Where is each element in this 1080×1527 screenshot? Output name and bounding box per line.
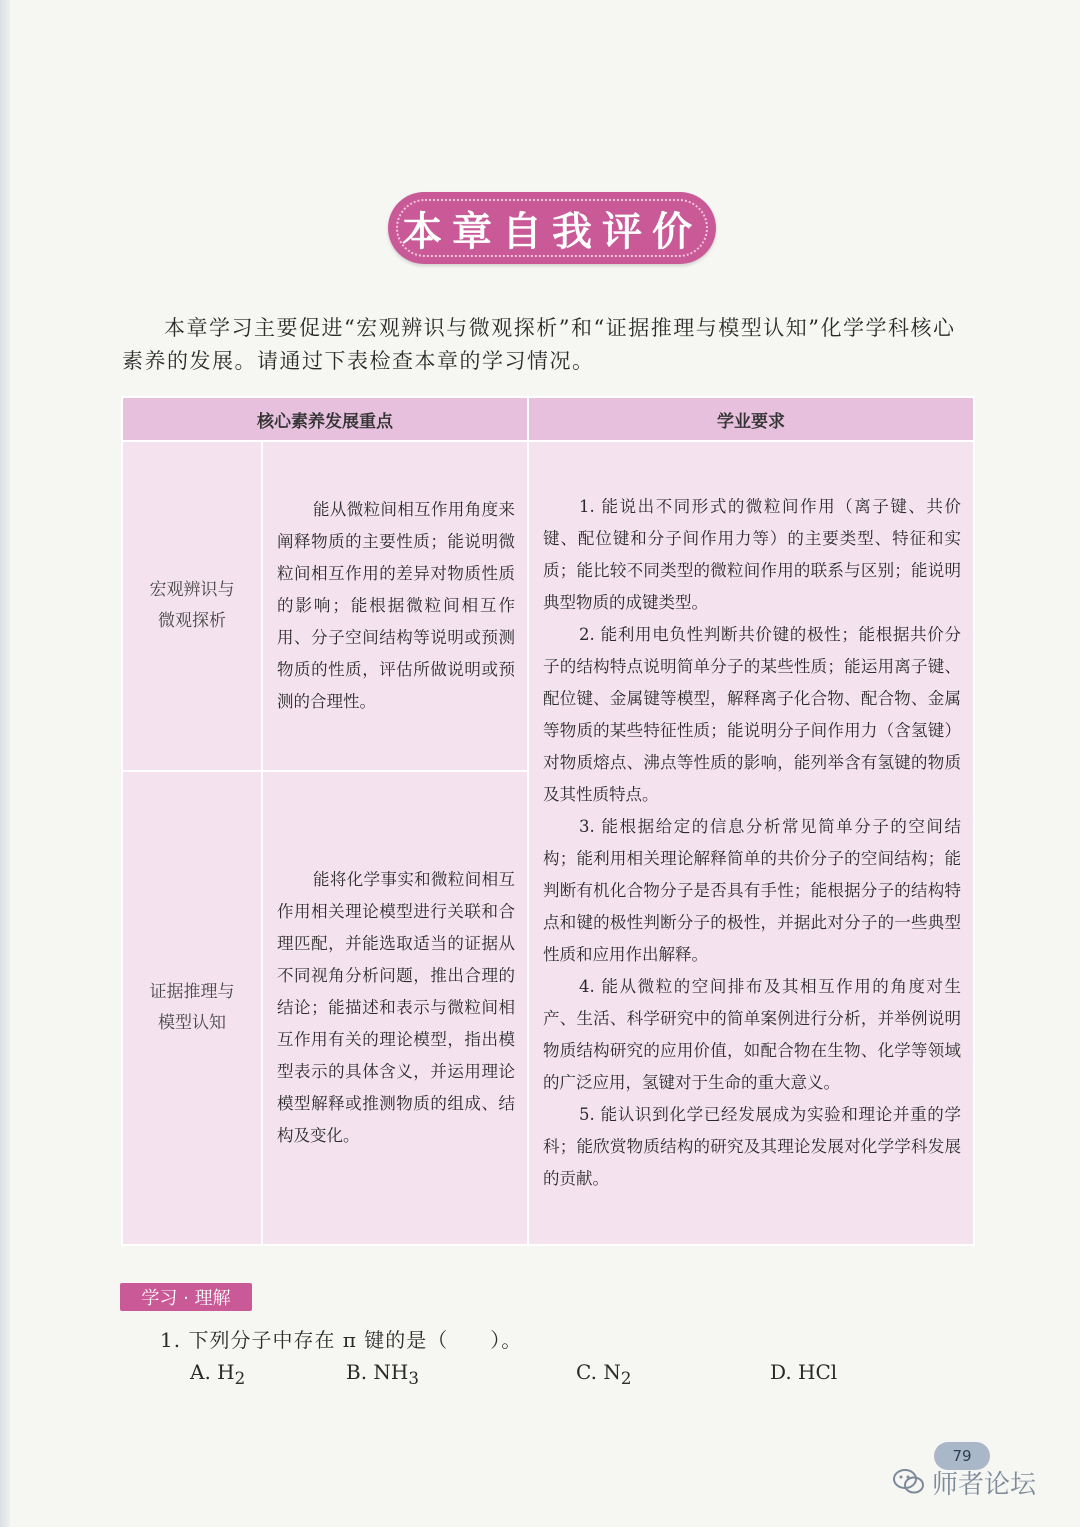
row-description-macro-micro: 能从微粒间相互作用角度来阐释物质的主要性质；能说明微粒间相互作用的差异对物质性质的影响；能根据微粒间相互作用、分子空间结构等说明或预测物质的性质，评估所做说明或预测的合理性。 <box>262 441 528 771</box>
option-formula: H <box>217 1360 235 1384</box>
option-letter: B. <box>346 1360 368 1384</box>
option-subscript: 3 <box>408 1369 419 1388</box>
option-formula: NH <box>373 1360 409 1384</box>
option-c <box>576 1360 631 1388</box>
title-banner-border <box>396 199 708 257</box>
table-row <box>122 441 974 771</box>
option-formula: HCl <box>798 1360 838 1384</box>
option-letter: C. <box>576 1360 597 1384</box>
watermark-text: 师者论坛 <box>932 1469 1037 1500</box>
row-label-macro-micro <box>122 441 262 771</box>
row-description-evidence-model: 能将化学事实和微粒间相互作用相关理论模型进行关联和合理匹配，并能选取适当的证据从不同视角分析问题，推出合理的结论；能描述和表示与微粒间相互作用有关的理论模型，指出模型表示的具体含义，并运用理论模型解释或推测物质的组成、结构及变化。 <box>262 771 528 1245</box>
row-label-line: 证据推理与 <box>149 982 235 1002</box>
page-number: 79 <box>934 1442 990 1470</box>
watermark <box>892 1462 1062 1502</box>
option-letter: D. <box>770 1360 792 1384</box>
header-core-literacy: 核心素养发展重点 <box>122 397 528 441</box>
option-letter: A. <box>190 1360 211 1384</box>
requirement-item: 1. 能说出不同形式的微粒间作用（离子键、共价键、配位键和分子间作用力等）的主要类型、特征和实质；能比较不同类型的微粒间作用的联系与区别；能说明典型物质的成键类型。 <box>543 497 961 612</box>
intro-paragraph: 本章学习主要促进“宏观辨识与微观探析”和“证据推理与模型认知”化学学科核心素养的发展。请通过下表检查本章的学习情况。 <box>122 316 956 373</box>
page-title: 本章自我评价 <box>402 208 702 255</box>
section-tag: 学习 · 理解 <box>120 1283 252 1311</box>
requirements-cell <box>528 441 974 1245</box>
self-evaluation-table <box>121 396 975 1246</box>
option-subscript: 2 <box>234 1369 246 1388</box>
wechat-icon <box>892 1467 926 1497</box>
requirement-item: 5. 能认识到化学已经发展成为实验和理论并重的学科；能欣赏物质结构的研究及其理论发展对化学学科发展的贡献。 <box>543 1105 961 1188</box>
option-b <box>346 1360 419 1388</box>
page-edge <box>0 0 10 1527</box>
question-options <box>190 1360 950 1390</box>
option-a <box>190 1360 245 1388</box>
row-label-line: 微观探析 <box>158 611 226 631</box>
row-label-line: 模型认知 <box>158 1013 226 1033</box>
header-requirements: 学业要求 <box>528 397 974 441</box>
row-label-line: 宏观辨识与 <box>149 580 235 600</box>
option-formula: N <box>603 1360 621 1384</box>
requirement-item: 3. 能根据给定的信息分析常见简单分子的空间结构；能利用相关理论解释简单的共价分子的空间结构；能判断有机化合物分子是否具有手性；能根据分子的结构特点和键的极性判断分子的极性，并据此对分子的一些典型性质和应用作出解释。 <box>543 817 961 964</box>
requirement-item: 4. 能从微粒的空间排布及其相互作用的角度对生产、生活、科学研究中的简单案例进行分析，并举例说明物质结构研究的应用价值，如配合物在生物、化学等领域的广泛应用，氢键对于生命的重大意义。 <box>543 977 961 1092</box>
question-stem: 1. 下列分子中存在 π 键的是（ ）。 <box>160 1328 523 1352</box>
option-subscript: 2 <box>620 1369 632 1388</box>
requirement-item: 2. 能利用电负性判断共价键的极性；能根据共价分子的结构特点说明简单分子的某些性质；能运用离子键、配位键、金属键等模型，解释离子化合物、配合物、金属等物质的某些特征性质；能说明分子间作用力（含氢键）对物质熔点、沸点等性质的影响，能列举含有氢键的物质及其性质特点。 <box>543 625 961 804</box>
chapter-title-banner <box>388 192 716 264</box>
option-d <box>770 1360 837 1388</box>
row-label-evidence-model <box>122 771 262 1245</box>
table-header-row <box>122 397 974 441</box>
